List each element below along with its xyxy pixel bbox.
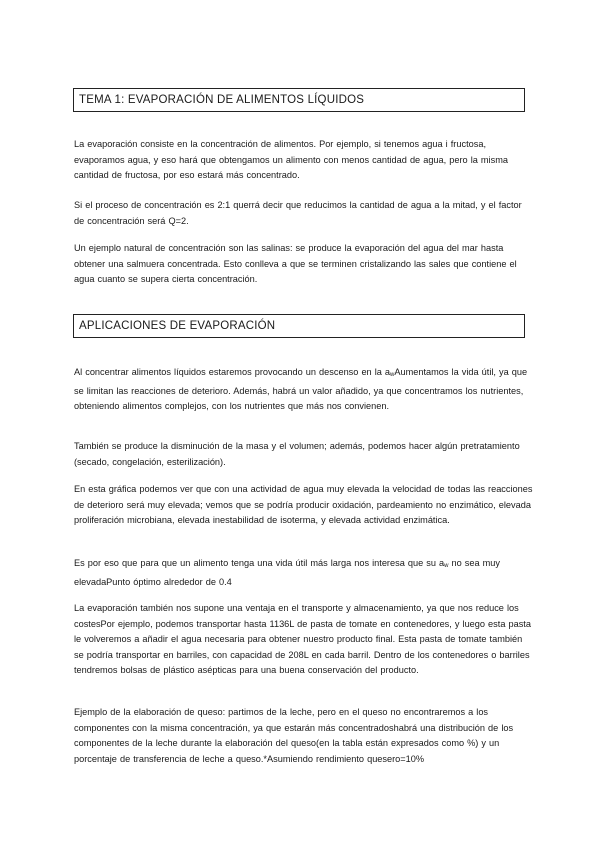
paragraph-salinas: Un ejemplo natural de concentración son las salinas: se produce la evaporación del agua del mar hasta obtener una salmuera concentrada. Esto conlleva a que se terminen cristalizando las sales que contiene el agua cuanto se supera cierta concentración.	[74, 243, 517, 285]
section-title: APLICACIONES DE EVAPORACIÓN	[79, 320, 276, 332]
paragraph-concentration-factor: Si el proceso de concentración es 2:1 querrá decir que reducimos la cantidad de agua a la mitad, y el factor de concentración será Q=2.	[74, 200, 522, 226]
subscript-w: w	[444, 563, 449, 569]
text-fragment: Aumentamos la vida útil, ya que se limitan las reacciones de deterioro. Además, habrá un valor añadido, ya que concentramos los nutrientes, obteniendo alimentos complejos, con los nutrientes que más nos convienen.	[74, 367, 528, 412]
paragraph-definition: La evaporación consiste en la concentración de alimentos. Por ejemplo, si tenemos agua i fructosa, evaporamos agua, y eso hará que obtengamos un alimento con menos cantidad de agua, pero la misma cantidad de fructosa, por eso estará más concentrado.	[74, 139, 508, 181]
text-fragment: Al concentrar alimentos líquidos estaremos provocando un descenso en la a	[74, 367, 391, 377]
paragraph-graph-explanation: En esta gráfica podemos ver que con una actividad de agua muy elevada la velocidad de todas las reacciones de deterioro será muy elevada; vemos que se podría producir oxidación, pardeamiento no enzimático, elevada proliferación microbiana, elevada inestabilidad de isoterma, y elevada actividad enzimática.	[74, 484, 533, 526]
paragraph-mass-volume: También se produce la disminución de la masa y el volumen; además, podemos hacer algún pretratamiento (secado, congelación, esterilización).	[74, 441, 520, 467]
paragraph-cheese-example: Ejemplo de la elaboración de queso: partimos de la leche, pero en el queso no encontraremos a los componentes con la misma concentración, ya que estarán más concentradoshabrá una distribución de los componentes de la leche durante la elaboración del queso(en la tabla están expresados como %) y un porcentaje de transferencia de leche a queso.*Asumiendo rendimiento quesero=10%	[74, 707, 514, 764]
section-heading-aplicaciones	[73, 314, 525, 338]
section-heading-evaporacion	[73, 88, 525, 112]
text-fragment: Es por eso que para que un alimento tenga una vida útil más larga nos interesa que su a	[74, 558, 445, 568]
paragraph-optimal-aw	[74, 556, 534, 590]
paragraph-transport: La evaporación también nos supone una ventaja en el transporte y almacenamiento, ya que nos reduce los costesPor ejemplo, podemos transportar hasta 1136L de pasta de tomate en contenedores, y luego esta pasta le volveremos a añadir el agua necesaria para obtener nuestro producto final. Esta pasta de tomate también se podría transportar en barriles, con capacidad de 208L en cada barril. Dentro de los contenedores o barriles tendremos bolsas de plástico asépticas para una buena conservación del producto.	[74, 603, 531, 676]
text-fragment: no sea muy elevadaPunto óptimo alrededor de 0.4	[74, 558, 500, 587]
paragraph-aw-reduction	[74, 365, 534, 415]
subscript-w: w	[390, 372, 395, 378]
section-title: TEMA 1: EVAPORACIÓN DE ALIMENTOS LÍQUIDOS	[79, 94, 365, 106]
